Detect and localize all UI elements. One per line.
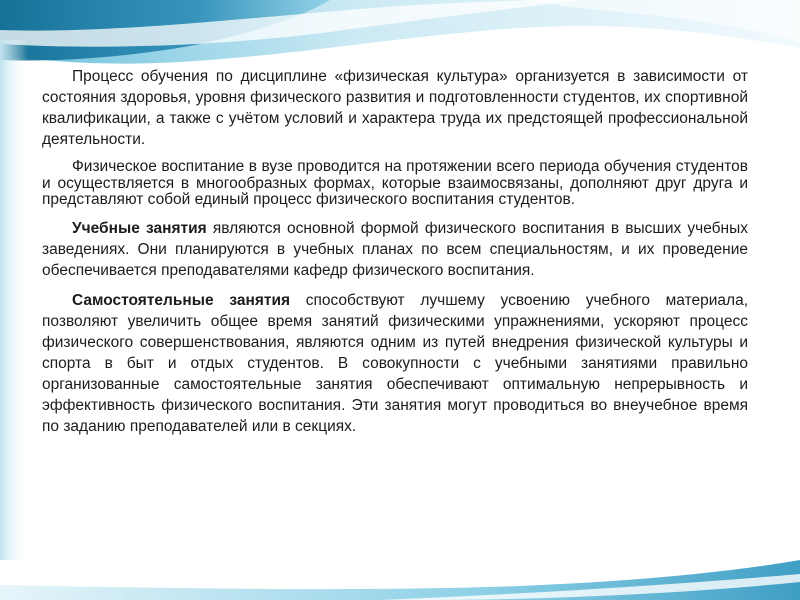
left-edge-tint bbox=[0, 40, 28, 560]
bottom-wave-light bbox=[0, 560, 800, 600]
paragraph-classes-text: являются основной формой физического воспитания в высших учебных заведениях. Они планируются в учебных планах по всем специальностям, и их проведение обеспечивается преподавателями кафедр физического воспитания. bbox=[42, 219, 748, 279]
paragraph-classes-lead: Учебные занятия bbox=[72, 219, 207, 237]
paragraph-classes bbox=[42, 218, 748, 281]
paragraph-independent-text: способствуют лучшему усвоению учебного материала, позволяют увеличить общее время занятий физическими упражнениями, ускоряют процесс физического совершенствования, являются одним из путей внедрения физической культуры и спорта в быт и отдых студентов. В совокупности с учебными занятиями правильно организованные самостоятельные занятия обеспечивают оптимальную непрерывность и эффективность физического воспитания. Эти занятия могут проводиться во внеучебное время по заданию преподавателей или в секциях. bbox=[42, 291, 748, 435]
paragraph-physical-education: Физическое воспитание в вузе проводится на протяжении всего периода обучения студентов и осуществляется в многообразных формах, которые взаимосвязаны, дополняют друг друга и представляют собой единый процесс физического воспитания студентов. bbox=[42, 158, 748, 209]
paragraph-organization: Процесс обучения по дисциплине «физическая культура» организуется в зависимости от состояния здоровья, уровня физического развития и подготовленности студентов, их спортивной квалификации, а также с учётом условий и характера труда их предстоящей профессиональной деятельности. bbox=[42, 68, 748, 148]
slide-text-body bbox=[42, 66, 748, 446]
paragraph-independent-lead: Самостоятельные занятия bbox=[72, 291, 291, 309]
paragraph-independent-study bbox=[42, 290, 748, 437]
